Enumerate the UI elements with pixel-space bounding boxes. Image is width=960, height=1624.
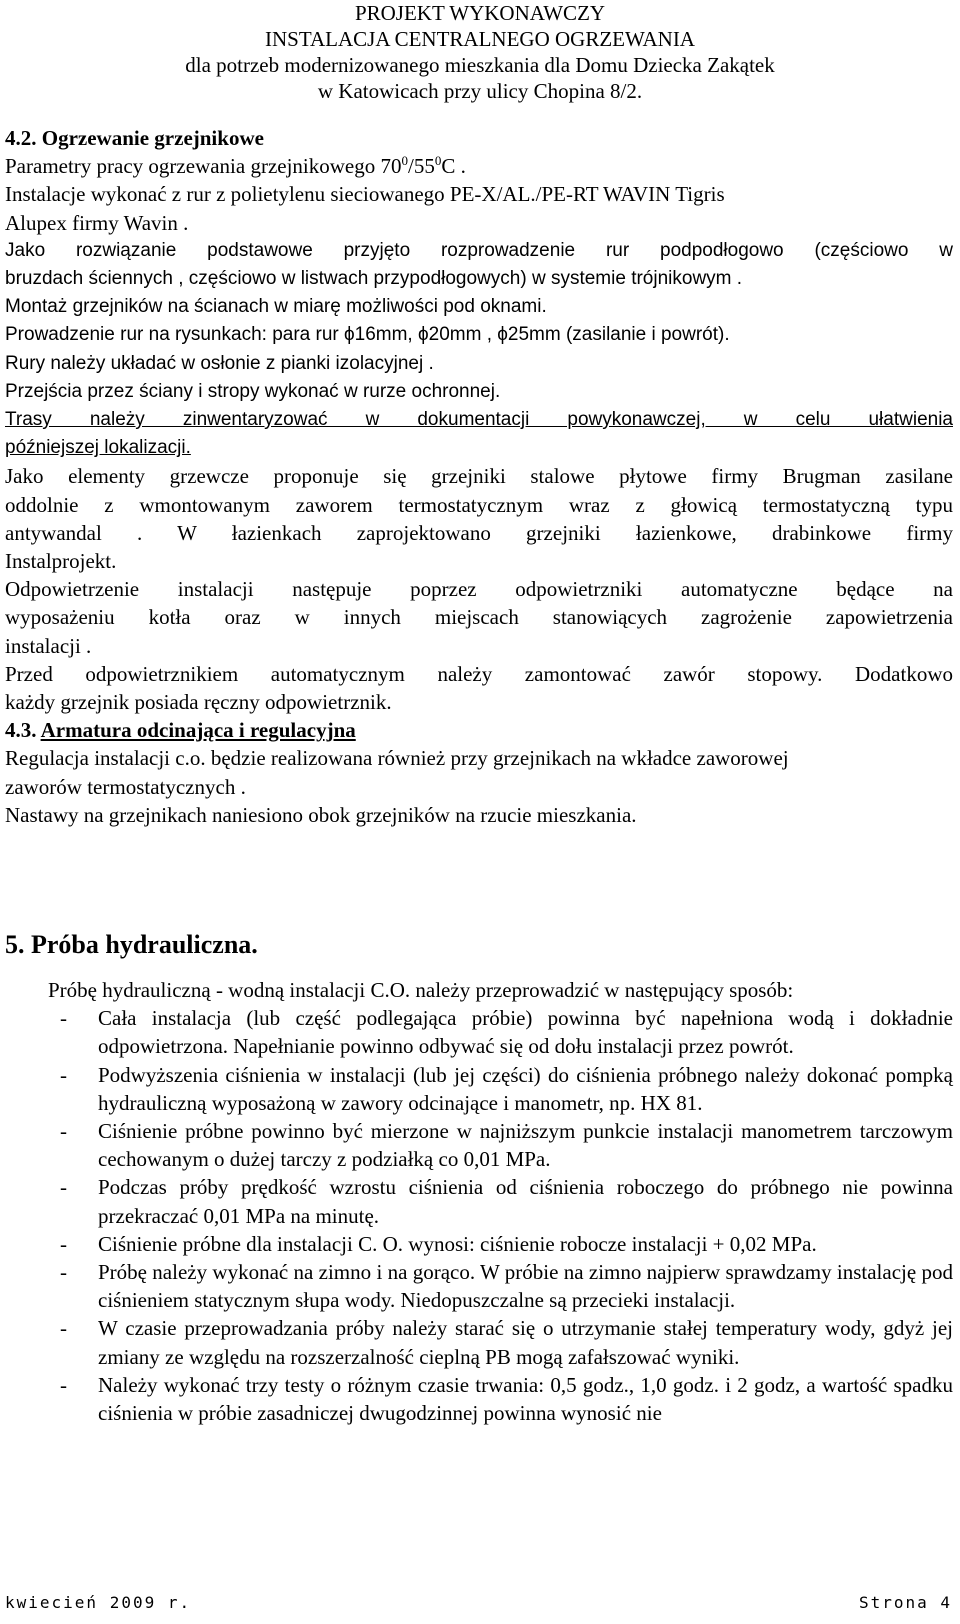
- list-bullet: -: [60, 1260, 67, 1285]
- list-item-text: Próbę należy wykonać na zimno i na gorąco. W próbie na zimno najpierw sprawdzamy instalację pod ciśnieniem statycznym słupa wody. Niedopuszczalne są przecieki instalacji.: [98, 1260, 953, 1313]
- list-bullet: -: [60, 1175, 67, 1200]
- venting-line-1: Odpowietrzenie instalacji następuje poprzez odpowietrzniki automatyczne będące na: [5, 577, 953, 602]
- regulation-line-1: Regulacja instalacji c.o. będzie realizowana również przy grzejnikach na wkładce zaworowej: [5, 746, 789, 771]
- radiator-settings: Nastawy na grzejnikach naniesiono obok grzejników na rzucie mieszkania.: [5, 802, 637, 827]
- list-item: [48, 1314, 953, 1370]
- heating-elements-line-3: antywandal . W łazienkach zaprojektowano grzejniki łazienkowe, drabinkowe firmy: [5, 520, 953, 545]
- list-bullet: -: [60, 1119, 67, 1144]
- heating-elements-line-1: Jako elementy grzewcze proponuje się grzejniki stalowe płytowe firmy Brugman zasilane: [5, 464, 953, 489]
- section-heading-4-2: 4.2. Ogrzewanie grzejnikowe: [5, 126, 264, 150]
- header-location: w Katowicach przy ulicy Chopina 8/2.: [317, 79, 643, 103]
- venting-line-2: wyposażeniu kotła oraz w innych miejscach stanowiących zagrożenie zapowietrzenia: [5, 605, 953, 630]
- section-heading-5: 5. Próba hydrauliczna.: [5, 930, 258, 959]
- list-item-text: W czasie przeprowadzania próby należy starać się o utrzymanie stałej temperatury wody, gdyż jej zmiany ze względu na rozszerzalność cieplną PB mogą zafałszować wyniki.: [98, 1316, 953, 1369]
- pipe-routing: Prowadzenie rur na rysunkach: para rur ϕ16mm, ϕ20mm , ϕ25mm (zasilanie i powrót).: [5, 324, 730, 346]
- list-item-text: Ciśnienie próbne powinno być mierzone w najniższym punkcie instalacji manometrem tarczowym cechowanym o dużej tarczy z podziałką co 0,01 MPa.: [98, 1119, 953, 1172]
- list-bullet: -: [60, 1316, 67, 1341]
- list-bullet: -: [60, 1231, 67, 1256]
- pipe-insulation: Rury należy układać w osłonie z pianki izolacyjnej .: [5, 352, 434, 374]
- hydraulic-test-intro: Próbę hydrauliczną - wodną instalacji C.O. należy przeprowadzić w następujący sposób:: [48, 978, 794, 1002]
- header-title: PROJEKT WYKONAWCZY: [354, 1, 606, 25]
- list-bullet: -: [60, 1062, 67, 1087]
- section-4-2: [5, 124, 953, 829]
- install-material-line-1: Instalacje wykonać z rur z polietylenu sieciowanego PE-X/AL./PE-RT WAVIN Tigris: [5, 182, 725, 207]
- footer-page-number: Strona 4: [858, 1593, 952, 1612]
- list-item: [48, 1258, 953, 1314]
- list-item: [48, 1061, 953, 1117]
- list-item: [48, 1004, 953, 1060]
- inventory-line-1: Trasy należy zinwentaryzować w dokumentacji powykonawczej, w celu ułatwienia: [5, 409, 953, 431]
- list-item: [48, 1117, 953, 1173]
- basic-solution-line-2: bruzdach ściennych , częściowo w listwach przypodłogowych) w systemie trójnikowym .: [5, 268, 743, 290]
- list-item: [48, 1173, 953, 1229]
- footer-date: kwiecień 2009 r.: [5, 1593, 192, 1612]
- radiator-mounting: Montaż grzejników na ścianach w miarę możliwości pod oknami.: [5, 296, 547, 318]
- heating-elements-line-2: oddolnie z wmontowanym zaworem termostatycznym wraz z głowicą termostatyczną typu: [5, 492, 953, 517]
- list-bullet: -: [60, 1006, 67, 1031]
- venting-line-3: instalacji .: [5, 633, 92, 658]
- list-item-text: Należy wykonać trzy testy o różnym czasie trwania: 0,5 godz., 1,0 godz. i 2 godz, a wartość spadku ciśnienia w próbie zasadniczej dwugodzinnej powinna wynosić nie: [98, 1372, 953, 1426]
- basic-solution-line-1: Jako rozwiązanie podstawowe przyjęto rozprowadzenie rur podpodłogowo (częściowo w: [5, 239, 953, 261]
- header-purpose: dla potrzeb modernizowanego mieszkania dla Domu Dziecka Zakątek: [185, 53, 775, 77]
- list-item-text: Ciśnienie próbne dla instalacji C. O. wynosi: ciśnienie robocze instalacji + 0,02 MPa.: [98, 1231, 817, 1256]
- list-item-text: Podwyższenia ciśnienia w instalacji (lub jej części) do ciśnienia próbnego należy dokonać pompką hydrauliczną wyposażoną w zawory odcinające i manometr, np. HX 81.: [98, 1062, 953, 1115]
- inventory-line-2: późniejszej lokalizacji.: [5, 437, 191, 459]
- page-footer: [5, 1593, 952, 1612]
- list-item-text: Cała instalacja (lub część podlegająca próbie) powinna być napełniona wodą i dokładnie odpowietrzona. Napełnianie powinno odbywać się od dołu instalacji przez powrót.: [98, 1006, 953, 1059]
- hydraulic-test-list: [48, 1004, 953, 1427]
- header-subtitle: INSTALACJA CENTRALNEGO OGRZEWANIA: [265, 27, 695, 51]
- document-header: [0, 0, 960, 104]
- stop-valve-line-1: Przed odpowietrznikiem automatycznym należy zamontować zawór stopowy. Dodatkowo: [5, 661, 953, 686]
- list-item: [48, 1230, 953, 1258]
- heating-parameters: Parametry pracy ogrzewania grzejnikowego $70^0/55^0C$ .: [5, 153, 466, 179]
- regulation-line-2: zaworów termostatycznych .: [5, 774, 246, 799]
- wall-passages: Przejścia przez ściany i stropy wykonać w rurze ochronnej.: [5, 380, 501, 402]
- section-heading-4-3: 4.3. Armatura odcinająca i regulacyjna: [5, 718, 356, 743]
- stop-valve-line-2: każdy grzejnik posiada ręczny odpowietrznik.: [5, 690, 392, 715]
- list-item: [48, 1371, 953, 1427]
- list-item-text: Podczas próby prędkość wzrostu ciśnienia od ciśnienia roboczego do próbnego nie powinna przekraczać 0,01 MPa na minutę.: [98, 1175, 953, 1228]
- install-material-line-2: Alupex firmy Wavin .: [5, 210, 189, 235]
- hydraulic-test-section: [48, 976, 953, 1427]
- heating-elements-line-4: Instalprojekt.: [5, 549, 117, 574]
- list-bullet: -: [60, 1372, 67, 1397]
